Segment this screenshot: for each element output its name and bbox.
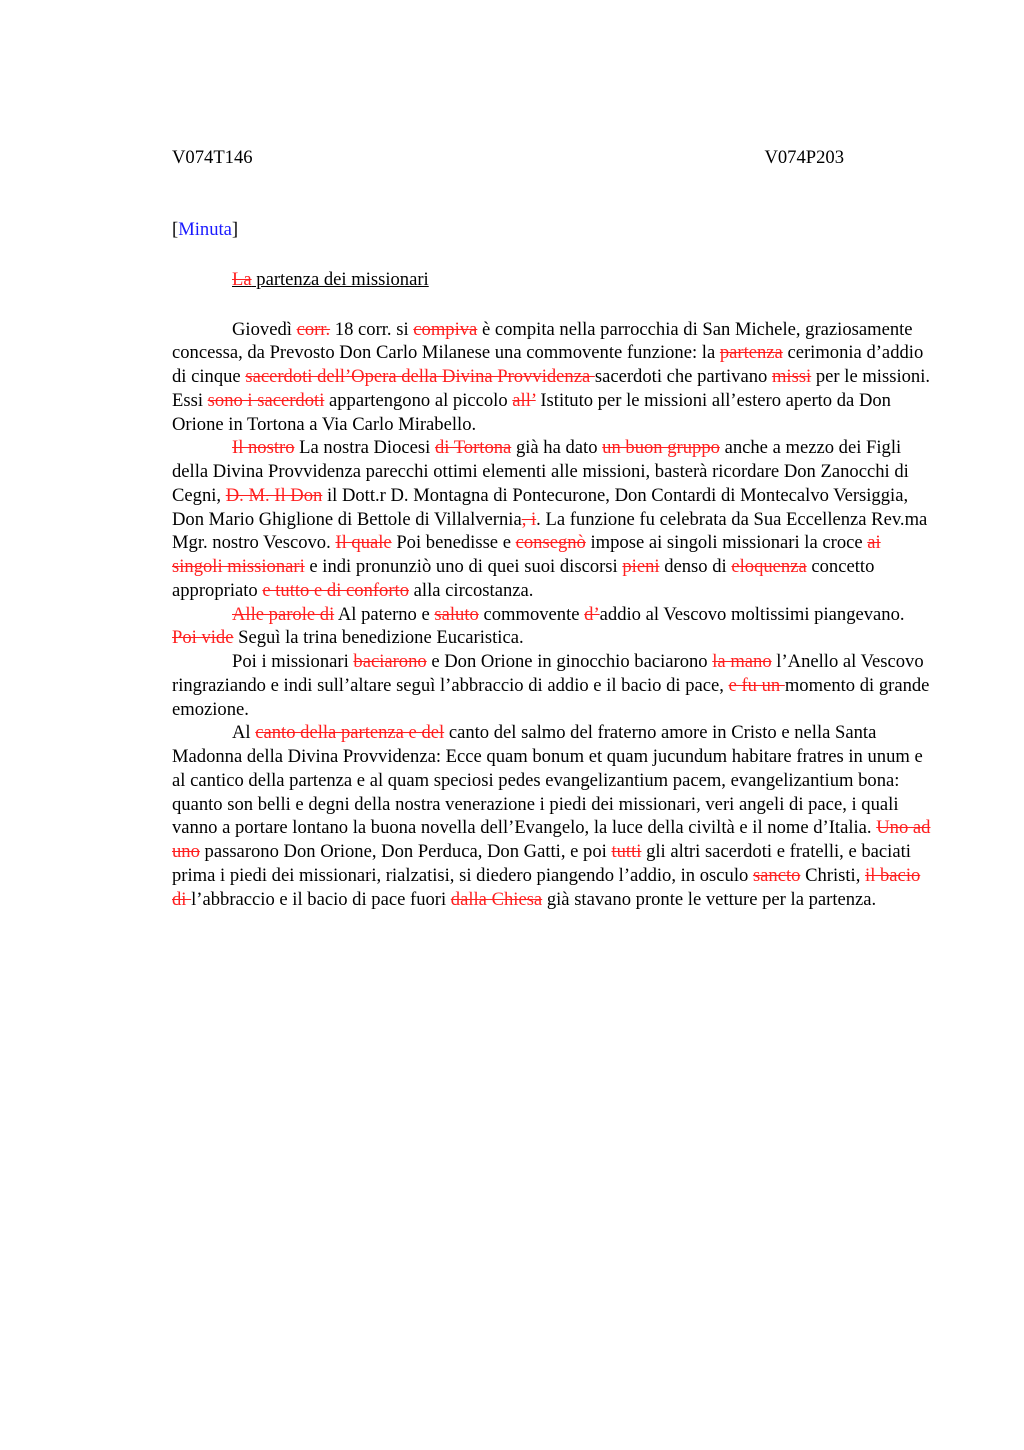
deleted-text: saluto: [434, 603, 479, 625]
text-run: Seguì la trina benedizione Eucaristica.: [233, 627, 524, 649]
text-run: per le missioni. Essi: [172, 366, 931, 411]
text-run: sacerdoti che partivano: [594, 366, 772, 387]
deleted-text: baciarono: [353, 651, 427, 672]
text-run: è compita nella parrocchia di San Michele, graziosamente concessa, da Prevosto Don Carlo Milanese una commovente funzione: la: [172, 318, 913, 364]
document-page: [172, 140, 932, 911]
deleted-text: di Tortona: [434, 437, 512, 459]
text-run: Poi benedisse e: [391, 532, 516, 554]
paragraph-4: [172, 650, 932, 721]
text-run: addio al Vescovo moltissimi piangevano.: [599, 603, 905, 625]
deleted-text: un buon gruppo: [602, 437, 720, 459]
deleted-text: sacerdoti dell’Opera della Divina Provvidenza: [245, 366, 595, 387]
text-run: 18 corr. si: [330, 318, 414, 340]
deleted-text: dalla Chiesa: [450, 888, 543, 910]
deleted-text: La: [232, 268, 252, 290]
text-run: concetto appropriato: [172, 556, 875, 601]
deleted-text: canto della partenza e del: [255, 722, 445, 744]
text-run: La nostra Diocesi: [294, 437, 435, 459]
text-run: l’Anello al Vescovo ringraziando e indi sull’altare seguì l’abbraccio di addio e il bacio di pace,: [172, 651, 924, 696]
paragraph-1: [172, 318, 932, 437]
deleted-text: Il quale: [335, 532, 392, 554]
text-run: alla circostanza.: [409, 579, 534, 601]
text-run: e Don Orione in ginocchio baciarono: [426, 651, 713, 672]
text-run: momento di grande emozione.: [172, 674, 930, 720]
paragraph-2: [172, 436, 932, 602]
deleted-text: sancto: [752, 864, 801, 886]
document-title: [172, 268, 932, 292]
deleted-text: consegnò: [515, 532, 586, 554]
deleted-text: e fu un: [728, 674, 785, 696]
text-run: già ha dato: [511, 437, 603, 459]
document-body: [172, 318, 932, 912]
deleted-text: Alle parole di: [232, 603, 335, 625]
deleted-text: ai singoli missionari: [172, 532, 881, 577]
text-run: passarono Don Orione, Don Perduca, Don Gatti, e poi: [199, 841, 612, 862]
paragraph-5: [172, 721, 932, 911]
label-close-bracket: ]: [231, 219, 239, 240]
deleted-text: pieni: [622, 556, 660, 577]
deleted-text: Uno ad uno: [172, 817, 931, 862]
text-run: appartengono al piccolo: [324, 389, 513, 411]
text-run: il Dott.r D. Montagna di Pontecurone, Don Contardi di Montecalvo Versiggia, Don Mario Ghiglione di Bettole di Villalvernia: [172, 484, 909, 530]
text-run: partenza dei missionari: [251, 268, 429, 290]
text-run: Christi,: [800, 864, 866, 886]
text-run: cerimonia d’addio di cinque: [172, 342, 924, 387]
text-run: Al: [232, 722, 256, 744]
deleted-text: e tutto e di conforto: [262, 579, 410, 601]
text-run: Giovedì: [232, 318, 297, 340]
text-run: Poi i missionari: [232, 651, 354, 672]
text-run: denso di: [659, 556, 732, 577]
deleted-text: d’: [584, 603, 600, 625]
deleted-text: il bacio di: [172, 864, 921, 910]
text-run: canto del salmo del fraterno amore in Cristo e nella Santa Madonna della Divina Provvidenza: Ecce quam bonum et quam jucundum habitare fratres in unum e al cantico della partenza e al quam speciosi pedes evangelizantium pacem, evangelizantium bona: quanto son belli e degni della nostra venerazione i piedi dei missionari, veri angeli di pace, i quali vanno a portare lontano la buona novella dell’Evangelo, la luce della civiltà e il nome d’Italia.: [172, 722, 923, 839]
label-open-bracket: [: [172, 219, 179, 240]
text-run: impose ai singoli missionari la croce: [585, 532, 868, 554]
text-run: . La funzione fu celebrata da Sua Eccellenza Rev.ma Mgr. nostro Vescovo.: [172, 508, 928, 554]
text-run: Istituto per le missioni all’estero aperto da Don Orione in Tortona a Via Carlo Mirabello.: [172, 389, 891, 435]
deleted-text: partenza: [719, 342, 783, 364]
deleted-text: , i: [521, 508, 537, 530]
text-run: e indi pronunziò uno di quei suoi discorsi: [304, 556, 623, 577]
deleted-text: corr.: [296, 318, 331, 340]
document-code-right: V074P203: [764, 147, 844, 168]
minuta-label: [172, 218, 932, 242]
minuta-link[interactable]: Minuta: [178, 219, 232, 240]
deleted-text: tutti: [611, 841, 642, 862]
text-run: commovente: [478, 603, 585, 625]
text-run: Al paterno e: [334, 603, 435, 625]
text-run: gli altri sacerdoti e fratelli, e baciati prima i piedi dei missionari, rialzatisi, si diedero piangendo l’addio, in osculo: [172, 841, 911, 886]
deleted-text: all’: [512, 389, 536, 411]
text-run: anche a mezzo dei Figli della Divina Provvidenza parecchi ottimi elementi alle missioni, basterà ricordare Don Zanocchi di Cegni,: [172, 437, 909, 506]
text-run: l’abbraccio e il bacio di pace fuori: [191, 888, 451, 910]
deleted-text: compiva: [413, 318, 478, 340]
deleted-text: la mano: [712, 651, 772, 672]
deleted-text: eloquenza: [731, 556, 807, 577]
document-codes: [172, 140, 932, 170]
deleted-text: Poi vide: [172, 627, 234, 649]
paragraph-3: [172, 603, 932, 651]
deleted-text: sono i sacerdoti: [207, 389, 325, 411]
deleted-text: Il nostro: [232, 437, 295, 459]
document-code-left: V074T146: [172, 147, 253, 168]
deleted-text: D. M. Il Don: [225, 484, 323, 506]
deleted-text: missi: [771, 366, 812, 387]
text-run: già stavano pronte le vetture per la partenza.: [542, 888, 877, 910]
